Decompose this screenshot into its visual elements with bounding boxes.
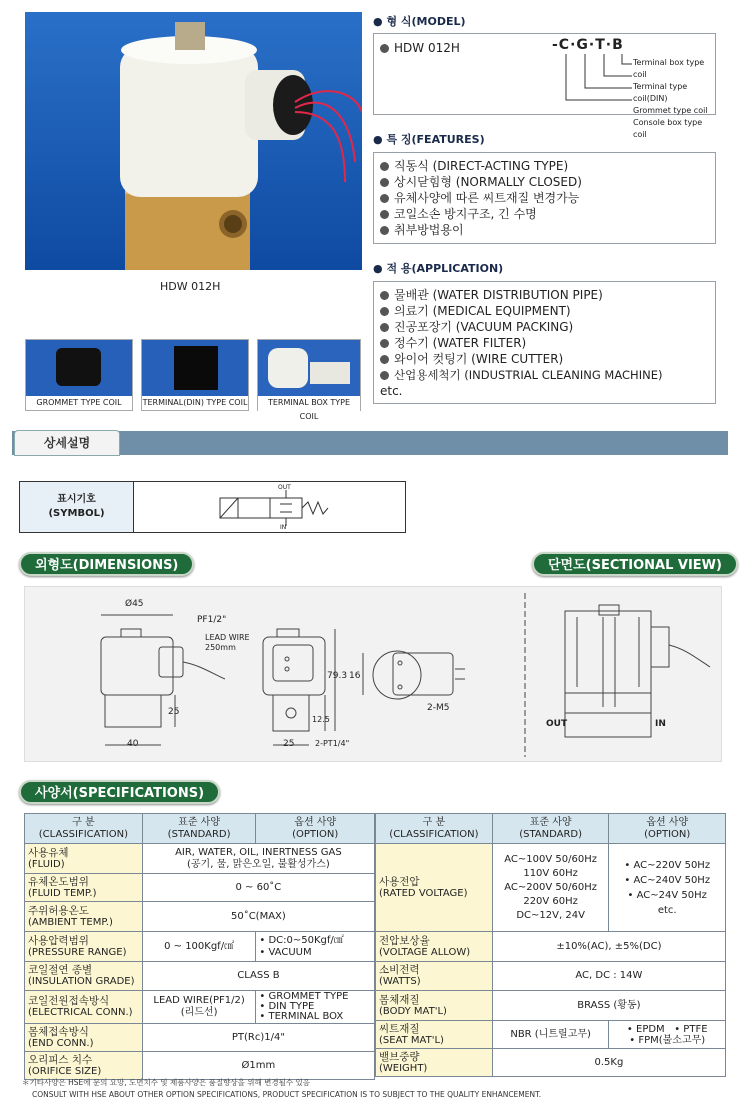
thumb-label: TERMINAL BOX TYPE COIL [258,396,360,424]
header-std-kr: 표준 사양 [529,816,572,828]
application-item: 정수기 (WATER FILTER) [380,335,709,351]
note-kr: ＊기타사양은 HSE에 문의 요망, 도면치수 및 제품사양은 품질향상을 위해 변경될수 있음 [22,1078,310,1087]
symbol-box [19,481,406,533]
feature-item: 취부방법용이 [380,222,709,238]
spec-option: • GROMMET TYPE [259,991,349,1002]
spec-key-en: (RATED VOLTAGE) [379,887,468,899]
option-label: Console box type coil [633,118,703,139]
header-opt-en: (OPTION) [292,828,339,840]
header-opt-en: (OPTION) [644,828,691,840]
product-caption: HDW 012H [160,280,221,293]
spec-option: • EPDM [626,1023,665,1035]
spec-key-en: (BODY MAT'L) [379,1005,447,1017]
feature-item: 코일소손 방지구조, 긴 수명 [380,206,709,222]
dim-m5: 2-M5 [427,703,450,713]
option-label: Grommet type coil [633,106,708,115]
spec-value: 0 ~ 100Kgf/㎠ [142,932,256,962]
spec-value: 220V 60Hz [523,895,578,907]
application-item: 산업용세척기 (INDUSTRIAL CLEANING MACHINE) [380,367,709,383]
features-box [373,152,716,244]
section-in: IN [655,719,666,729]
heading-bullet: ● [373,133,387,146]
application-item: 와이어 컷팅기 (WIRE CUTTER) [380,351,709,367]
spec-value: (리드선) [180,1007,218,1018]
header-std-en: (STANDARD) [167,828,231,840]
spec-value: CLASS B [142,962,374,991]
spec-value: 50˚C(MAX) [142,902,374,932]
spec-option: • DC:0~50Kgf/㎠ [259,934,344,946]
spec-value: NBR (니트릴고무) [492,1021,609,1049]
spec-option: • PTFE [674,1023,708,1035]
spec-key-en: (FLUID TEMP.) [28,887,97,899]
features-heading: 특 징(FEATURES) [386,133,485,146]
dim-d25a: 25 [168,707,180,717]
spec-key-en: (INSULATION GRADE) [28,976,135,987]
spec-option: • VACUUM [259,946,312,958]
spec-value: AC~200V 50/60Hz [504,881,597,893]
spec-key-kr: 코일전원접속방식 [28,995,110,1007]
spec-option: • AC~24V 50Hz [627,889,707,901]
application-item: 물배관 (WATER DISTRIBUTION PIPE) [380,287,709,303]
option-label: Terminal type coil(DIN) [633,82,688,103]
spec-key-kr: 코일절연 종별 [28,964,93,976]
spec-option: • DIN TYPE [259,1001,315,1012]
note-en: CONSULT WITH HSE ABOUT OTHER OPTION SPECIFICATIONS, PRODUCT SPECIFICATION IS TO SUBJECT TO THE QUALITY ENHANCEMENT. [32,1090,542,1099]
spec-key-en: (AMBIENT TEMP.) [28,916,113,928]
dim-d25b: 25 [283,739,295,749]
specs-title: 사양서(SPECIFICATIONS) [19,780,220,804]
application-heading: 적 용(APPLICATION) [386,262,504,275]
spec-value: ±10%(AC), ±5%(DC) [492,932,725,962]
application-etc: etc. [380,384,403,398]
option-label: Terminal box type coil [633,58,705,79]
application-box [373,281,716,404]
spec-key-en: (ELECTRICAL CONN.) [28,1007,133,1018]
spec-value: 110V 60Hz [523,867,578,879]
dimension-drawing [25,587,723,763]
tab-detail[interactable]: 상세설명 [14,430,120,456]
section-out: OUT [546,719,568,729]
spec-table-left [24,813,375,1080]
spec-option: • AC~220V 50Hz [624,859,711,871]
application-item: 의료기 (MEDICAL EQUIPMENT) [380,303,709,319]
spec-key-en: (VOLTAGE ALLOW) [379,946,471,958]
thumb-label: TERMINAL(DIN) TYPE COIL [142,396,248,410]
heading-bullet: ● [373,262,387,275]
header-opt-kr: 옵션 사양 [294,816,337,828]
spec-key-kr: 사용유체 [28,846,69,859]
drawings-panel [24,586,722,762]
spec-key-kr: 오리피스 치수 [28,1053,93,1066]
spec-value: BRASS (황동) [492,991,725,1021]
spec-option: • FPM(불소고무) [629,1034,706,1046]
symbol-in: IN [280,524,287,531]
symbol-label-kr: 표시기호 [57,494,96,505]
thumb-din [141,339,249,411]
heading-bullet: ● [373,15,387,28]
thumb-grommet [25,339,133,411]
header-std-kr: 표준 사양 [178,816,220,828]
spec-value: Ø1mm [142,1052,374,1080]
header-class-kr: 구 분 [72,816,95,828]
header-std-en: (STANDARD) [519,828,583,840]
model-box [373,33,716,139]
spec-value: (공기, 물, 맑은오일, 불활성가스) [187,858,330,870]
sectional-title: 단면도(SECTIONAL VIEW) [532,552,738,576]
feature-item: 유체사양에 따른 씨트재질 변경가능 [380,190,709,206]
product-photo [25,12,362,270]
feature-item: 상시닫힘형 (NORMALLY CLOSED) [380,174,709,190]
application-item: 진공포장기 (VACUUM PACKING) [380,319,709,335]
model-code-leaders [554,54,644,112]
spec-key-en: (FLUID) [28,858,65,870]
spec-value: 0 ~ 60˚C [142,874,374,902]
spec-value: DC~12V, 24V [516,909,585,921]
dim-lead2: 250mm [205,643,236,652]
dim-d16: 16 [349,671,361,681]
dimensions-title: 외형도(DIMENSIONS) [19,552,194,576]
spec-key-kr: 주위허용온도 [28,904,89,917]
thumb-terminal-box [257,339,361,421]
spec-value: PT(Rc)1/4" [142,1024,374,1052]
spec-key-kr: 씨트재질 [379,1022,420,1035]
spec-key-kr: 몸체재질 [379,993,420,1006]
symbol-out: OUT [278,484,291,491]
feature-item: 직동식 (DIRECT-ACTING TYPE) [380,158,709,174]
header-class-en: (CLASSIFICATION) [38,828,129,840]
spec-key-en: (WEIGHT) [379,1062,428,1074]
spec-value: AC~100V 50/60Hz [504,853,597,865]
spec-key-kr: 사용전압 [379,875,420,888]
spec-key-kr: 소비전력 [379,964,420,976]
spec-key-kr: 전압보상율 [379,934,430,947]
spec-option: • AC~240V 50Hz [624,874,711,886]
model-code: -C·G·T·B [552,37,624,53]
dim-pt: 2-PT1/4" [315,739,350,748]
header-opt-kr: 옵션 사양 [646,816,689,828]
valve-image [25,12,362,270]
dim-d45: Ø45 [125,599,144,609]
model-heading: 형 식(MODEL) [386,15,466,28]
spec-key-en: (WATTS) [379,976,421,987]
header-class-en: (CLASSIFICATION) [389,828,479,840]
spec-value: 0.5Kg [492,1049,725,1077]
spec-key-kr: 유체온도범위 [28,875,89,888]
spec-key-kr: 사용압력범위 [28,934,89,947]
model-name: HDW 012H [380,40,460,56]
dim-d40: 40 [127,739,139,749]
spec-key-kr: 밸브중량 [379,1050,420,1063]
dim-d12: 12.5 [312,715,330,724]
header-class-kr: 구 분 [422,816,446,828]
spec-key-en: (SEAT MAT'L) [379,1034,444,1046]
dim-lead1: LEAD WIRE [205,633,250,642]
dim-d79: 79.3 [327,671,348,681]
symbol-label-en: (SYMBOL) [48,508,105,519]
dim-pf: PF1/2" [197,615,227,625]
thumb-label: GROMMET TYPE COIL [26,396,132,410]
spec-key-en: (ORIFICE SIZE) [28,1065,102,1077]
spec-key-kr: 몸체접속방식 [28,1025,89,1038]
spec-option: etc. [657,904,677,916]
spec-key-en: (END CONN.) [28,1037,94,1049]
spec-key-en: (PRESSURE RANGE) [28,946,127,958]
spec-value: LEAD WIRE(PF1/2) [153,995,245,1006]
spec-value: AIR, WATER, OIL, INERTNESS GAS [175,846,342,858]
spec-value: AC, DC : 14W [492,962,725,991]
spec-table-right [375,813,726,1077]
spec-option: • TERMINAL BOX [259,1011,344,1022]
